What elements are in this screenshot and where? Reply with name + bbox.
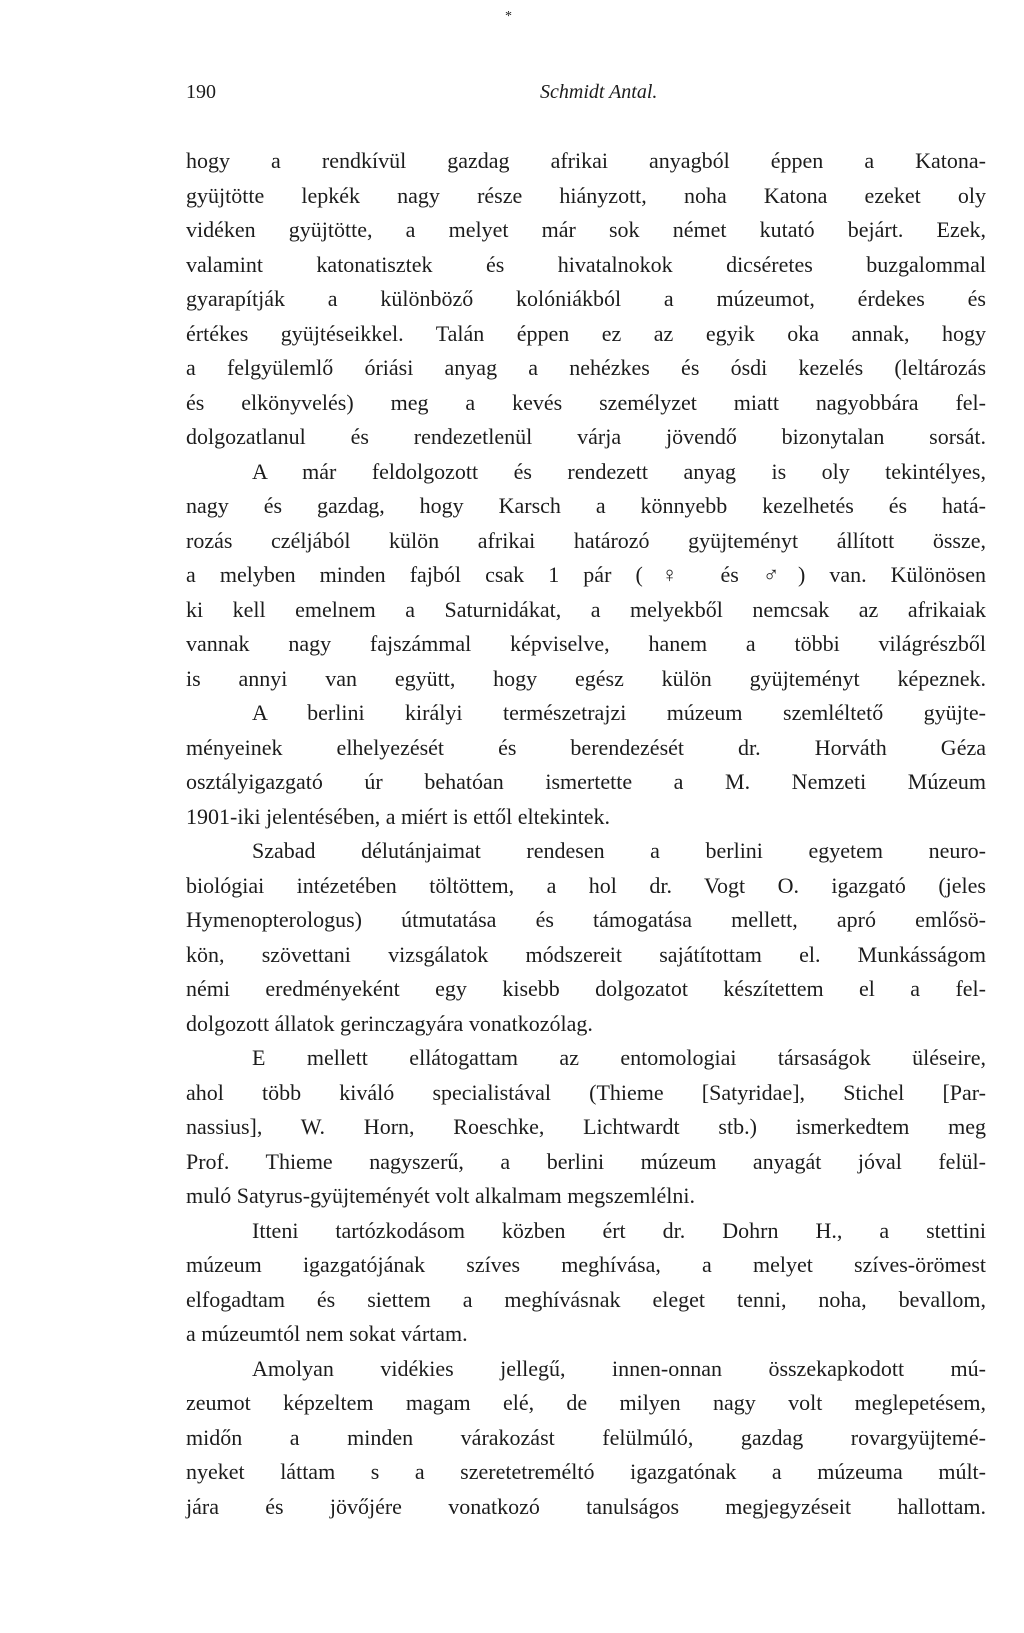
top-mark: * — [505, 9, 512, 24]
text-line: múzeum igazgatójának szíves meghívása, a melyet szíves-örömest — [186, 1252, 986, 1277]
text-line: Prof. Thieme nagyszerű, a berlini múzeum anyagát jóval felül- — [186, 1148, 986, 1174]
text-line: A már feldolgozott és rendezett anyag is oly tekintélyes, — [252, 458, 986, 484]
text-line: dolgozatlanul és rendezetlenül várja jövendő bizonytalan sorsát. — [186, 424, 986, 449]
text-line: a felgyülemlő óriási anyag a nehézkes és ósdi kezelés (leltározás — [186, 355, 986, 380]
text-line: és elkönyvelés) meg a kevés személyzet miatt nagyobbára fel- — [186, 389, 986, 415]
text-line: vannak nagy fajszámmal képviselve, hanem a többi világrészből — [186, 631, 986, 656]
text-line: Itteni tartózkodásom közben ért dr. Dohrn H., a stettini — [252, 1217, 986, 1243]
text-line: nyeket láttam s a szeretetreméltó igazgatónak a múzeuma múlt- — [186, 1459, 986, 1484]
text-line: gyüjtötte lepkék nagy része hiányzott, noha Katona ezeket oly — [186, 182, 986, 208]
text-line: értékes gyüjtéseikkel. Talán éppen ez az egyik oka annak, hogy — [186, 320, 986, 346]
body-text — [186, 144, 986, 1524]
text-line: a múzeumtól nem sokat vártam. — [186, 1321, 468, 1346]
text-line: elfogadtam és siettem a meghívásnak eleget tenni, noha, bevallom, — [186, 1286, 986, 1312]
text-line: valamint katonatisztek és hivatalnokok dicséretes buzgalommal — [186, 251, 986, 277]
text-line: ményeinek elhelyezését és berendezését dr. Horváth Géza — [186, 734, 986, 760]
page-header — [186, 80, 986, 104]
text-line: kön, szövettani vizsgálatok módszereit sajátítottam el. Munkásságom — [186, 941, 986, 967]
running-head: Schmidt Antal. — [540, 81, 658, 103]
text-line: nagy és gazdag, hogy Karsch a könnyebb kezelhetés és hatá- — [186, 493, 986, 518]
text-line: hogy a rendkívül gazdag afrikai anyagból éppen a Katona- — [186, 148, 986, 173]
text-line: A berlini királyi természetrajzi múzeum szemléltető gyüjte- — [252, 700, 986, 725]
text-line: muló Satyrus-gyüjteményét volt alkalmam megszemlélni. — [186, 1183, 695, 1208]
text-line: ki kell emelnem a Saturnidákat, a melyekből nemcsak az afrikaiak — [186, 596, 986, 622]
text-line: osztályigazgató úr behatóan ismertette a M. Nemzeti Múzeum — [186, 769, 986, 794]
text-line: E mellett ellátogattam az entomologiai társaságok üléseire, — [252, 1045, 986, 1070]
text-line: biológiai intézetében töltöttem, a hol dr. Vogt O. igazgató (jeles — [186, 872, 986, 898]
text-line: dolgozott állatok gerinczagyára vonatkozólag. — [186, 1010, 593, 1036]
text-line: zeumot képzeltem magam elé, de milyen nagy volt meglepetésem, — [186, 1390, 986, 1415]
text-line: rozás czéljából külön afrikai határozó gyüjteményt állított össze, — [186, 527, 986, 553]
text-line: Amolyan vidékies jellegű, innen-onnan összekapkodott mú- — [252, 1355, 986, 1381]
text-line: a melyben minden fajból csak 1 pár (♀ és ♂) van. Különösen — [186, 562, 986, 587]
text-line: ahol több kiváló specialistával (Thieme [Satyridae], Stichel [Par- — [186, 1079, 986, 1105]
text-line: 1901-iki jelentésében, a miért is ettől eltekintek. — [186, 803, 610, 829]
text-line: gyarapítják a különböző kolóniákból a múzeumot, érdekes és — [186, 286, 986, 311]
text-line: is annyi van együtt, hogy egész külön gyüjteményt képeznek. — [186, 665, 986, 691]
text-line: jára és jövőjére vonatkozó tanulságos megjegyzéseit hallottam. — [186, 1493, 986, 1519]
text-line: Szabad délutánjaimat rendesen a berlini egyetem neuro- — [252, 838, 986, 863]
page-number: 190 — [186, 81, 216, 103]
text-line: némi eredményeként egy kisebb dolgozatot készítettem el a fel- — [186, 976, 986, 1001]
text-line: nassius], W. Horn, Roeschke, Lichtwardt stb.) ismerkedtem meg — [186, 1114, 986, 1139]
text-line: Hymenopterologus) útmutatása és támogatása mellett, apró emlősö- — [186, 907, 986, 932]
text-line: midőn a minden várakozást felülmúló, gazdag rovargyüjtemé- — [186, 1424, 986, 1450]
text-line: vidéken gyüjtötte, a melyet már sok német kutató bejárt. Ezek, — [186, 217, 986, 242]
